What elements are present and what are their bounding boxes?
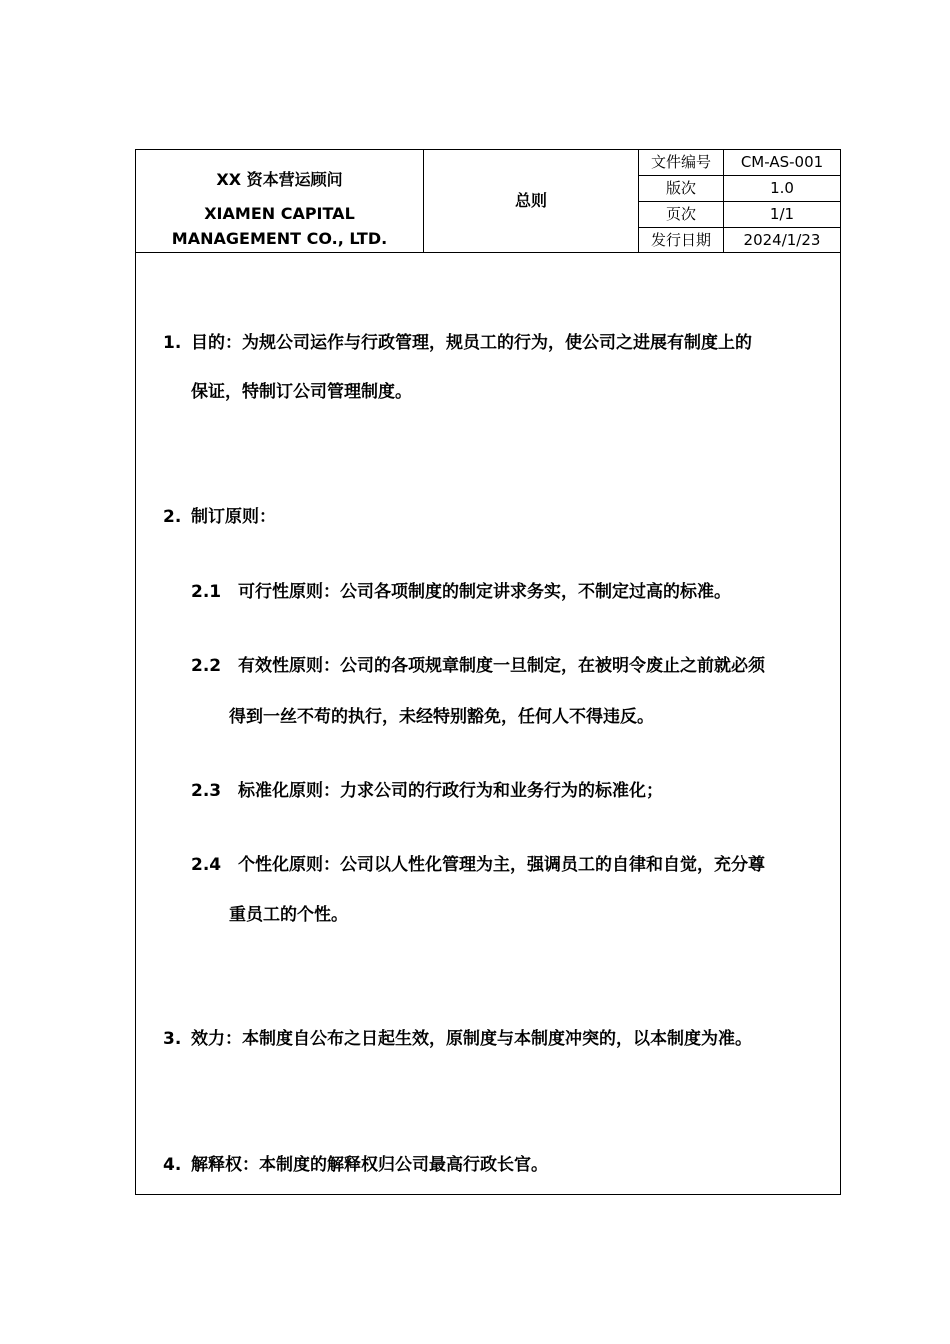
section-4 xyxy=(163,1150,548,1175)
meta-row-issue-date xyxy=(639,228,840,252)
meta-value: 2024/1/23 xyxy=(743,231,821,249)
subsection-text: 标准化原则：力求公司的行政行为和业务行为的标准化； xyxy=(238,781,663,801)
subsection-text: 可行性原则：公司各项制度的制定讲求务实，不制定过高的标准。 xyxy=(238,582,731,602)
meta-label: 发行日期 xyxy=(639,228,724,252)
meta-label: 版次 xyxy=(639,176,724,201)
meta-value: 1/1 xyxy=(769,205,795,223)
subsection-number: 2.3 xyxy=(191,781,222,801)
section-text: 目的：为规公司运作与行政管理，规员工的行为，使公司之进展有制度上的 xyxy=(191,333,752,353)
meta-value: 1.0 xyxy=(770,179,794,197)
section-2-1 xyxy=(191,577,731,602)
document-meta-table xyxy=(639,150,840,252)
meta-label: 页次 xyxy=(639,202,724,227)
meta-row-doc-number xyxy=(639,150,840,176)
meta-row-version xyxy=(639,176,840,202)
section-2-4-line-1 xyxy=(191,850,765,875)
section-1-line-1 xyxy=(163,328,752,353)
section-2-2-line-1 xyxy=(191,651,765,676)
section-number: 1. xyxy=(163,333,182,353)
section-number: 2. xyxy=(163,507,182,527)
company-name-cn: XX 资本营运顾问 xyxy=(216,170,343,189)
subsection-number: 2.1 xyxy=(191,582,222,602)
meta-label: 文件编号 xyxy=(639,150,724,175)
document-title: 总则 xyxy=(424,150,639,252)
section-number: 3. xyxy=(163,1029,182,1049)
section-1-line-2: 保证，特制订公司管理制度。 xyxy=(191,382,412,402)
section-2-2-line-2: 得到一丝不苟的执行，未经特别豁免，任何人不得违反。 xyxy=(229,707,654,727)
company-name-en-line2: MANAGEMENT CO., LTD. xyxy=(171,229,388,248)
subsection-text: 有效性原则：公司的各项规章制度一旦制定，在被明令废止之前就必须 xyxy=(238,656,765,676)
subsection-number: 2.4 xyxy=(191,855,222,875)
meta-value: CM-AS-001 xyxy=(740,153,824,171)
company-name-en-line1: XIAMEN CAPITAL xyxy=(204,204,355,223)
section-2-heading xyxy=(163,502,276,527)
section-3 xyxy=(163,1024,752,1049)
subsection-text: 个性化原则：公司以人性化管理为主，强调员工的自律和自觉，充分尊 xyxy=(238,855,765,875)
meta-row-page xyxy=(639,202,840,228)
company-cell xyxy=(136,150,424,252)
section-2-4-line-2: 重员工的个性。 xyxy=(229,905,348,925)
section-2-3 xyxy=(191,776,663,801)
document-header xyxy=(136,150,840,253)
section-text: 解释权：本制度的解释权归公司最高行政长官。 xyxy=(191,1155,548,1175)
section-text: 制订原则： xyxy=(191,507,276,527)
section-text: 效力：本制度自公布之日起生效，原制度与本制度冲突的，以本制度为准。 xyxy=(191,1029,752,1049)
subsection-number: 2.2 xyxy=(191,656,222,676)
section-number: 4. xyxy=(163,1155,182,1175)
